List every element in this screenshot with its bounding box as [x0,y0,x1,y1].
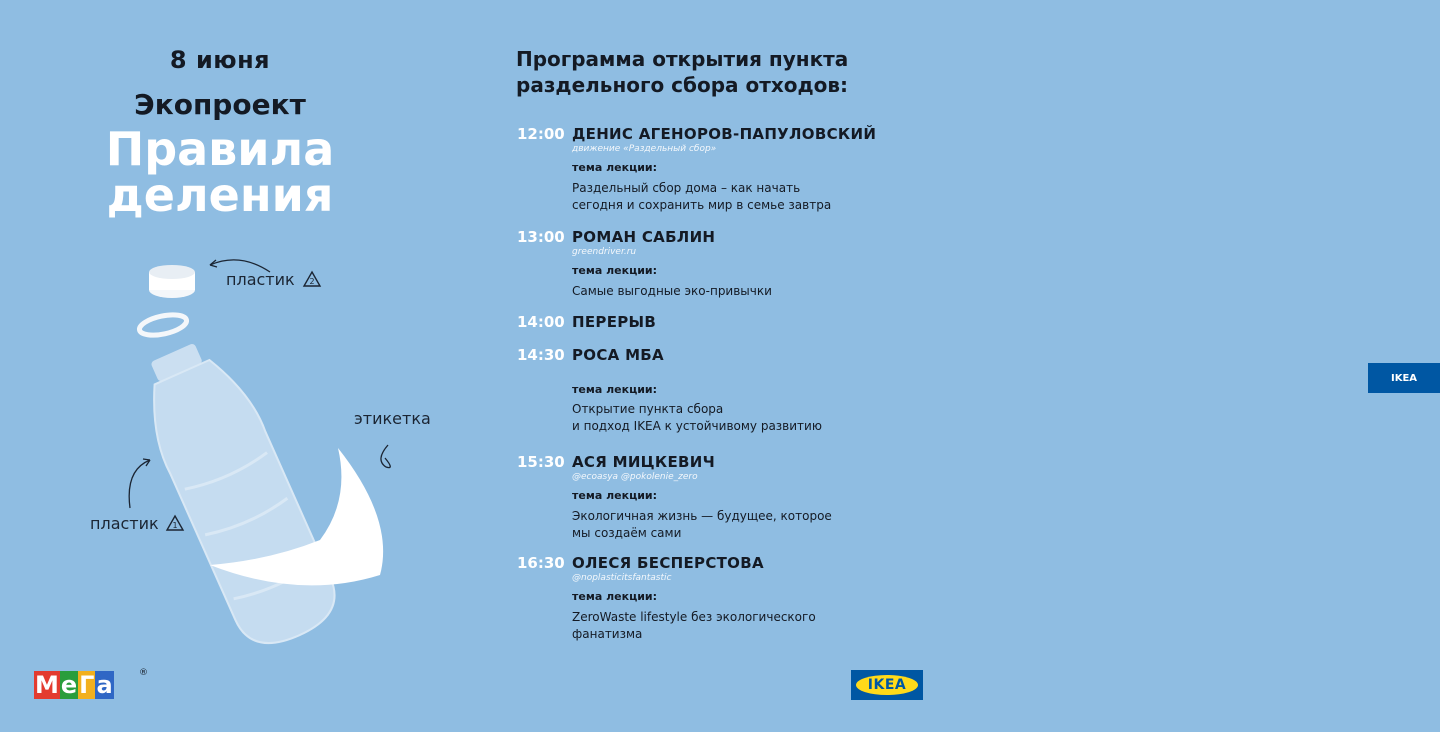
project-label: Экопроект [134,88,306,121]
speaker-name: РОМАН САБЛИН [572,228,716,246]
svg-text:1: 1 [172,521,178,530]
speaker-name: РОСА МБА [572,346,664,364]
lecture-topic: Самые выгодные эко-привычки [572,284,772,298]
topic-label: тема лекции: [572,590,658,603]
speaker-name: АСЯ МИЦКЕВИЧ [572,453,716,471]
session-time: 16:30 [517,554,565,572]
recycle-2-icon [302,270,322,290]
lecture-topic: ZeroWaste lifestyle без экологического фанатизма [572,610,816,641]
speaker-name: ОЛЕСЯ БЕСПЕРСТОВА [572,554,764,572]
event-date: 8 июня [169,46,271,74]
lecture-topic: Открытие пункта сбора и подход IKEA к устойчивому развитию [572,402,822,433]
arrow-label-icon [381,445,390,468]
recycle-1-icon [165,514,185,534]
speaker-org: движение «Раздельный сбор» [572,144,717,154]
program-title [516,46,936,98]
speaker-name: ДЕНИС АГЕНОРОВ-ПАПУЛОВСКИЙ [572,125,877,143]
svg-text:2: 2 [309,277,315,286]
speaker-org: IKEA [1368,363,1440,393]
cap-icon [149,265,195,298]
cap-ring-icon [138,311,189,339]
arrow-bottle-icon [129,460,150,508]
speaker-org: greendriver.ru [572,247,637,257]
title-line-1: Правила [105,122,335,176]
lecture-topic: Раздельный сбор дома – как начать сегодня и сохранить мир в семье завтра [572,181,832,212]
lecture-topic: Экологичная жизнь — будущее, которое мы создаём сами [572,509,832,540]
speaker-org: @ecoasya @pokolenie_zero [572,472,698,482]
break-label: ПЕРЕРЫВ [572,313,657,331]
program-title-line-1: Программа открытия пункта [516,47,849,71]
cap-plastic-label: пластик [226,270,295,289]
session-time: 12:00 [517,125,565,143]
bottle-icon [125,331,347,657]
session-time: 14:00 [517,313,565,331]
topic-label: тема лекции: [572,489,658,502]
session-time: 15:30 [517,453,565,471]
ikea-logo [851,670,923,700]
program-title-line-2: раздельного сбора отходов: [516,73,849,97]
ikea-logo-text: IKEA [856,675,918,695]
bottle-illustration [0,0,460,732]
speaker-org: @noplasticitsfantastic [572,573,672,583]
session-time: 14:30 [517,346,565,364]
topic-label: тема лекции: [572,264,658,277]
mega-registered-mark: ® [139,668,148,678]
topic-label: тема лекции: [572,161,658,174]
title-line-2: деления [106,168,334,222]
topic-label: тема лекции: [572,383,658,396]
mega-logo: М е Г а [35,671,113,699]
label-sticker-label: этикетка [354,409,431,428]
bottle-plastic-label: пластик [90,514,159,533]
session-time: 13:00 [517,228,565,246]
